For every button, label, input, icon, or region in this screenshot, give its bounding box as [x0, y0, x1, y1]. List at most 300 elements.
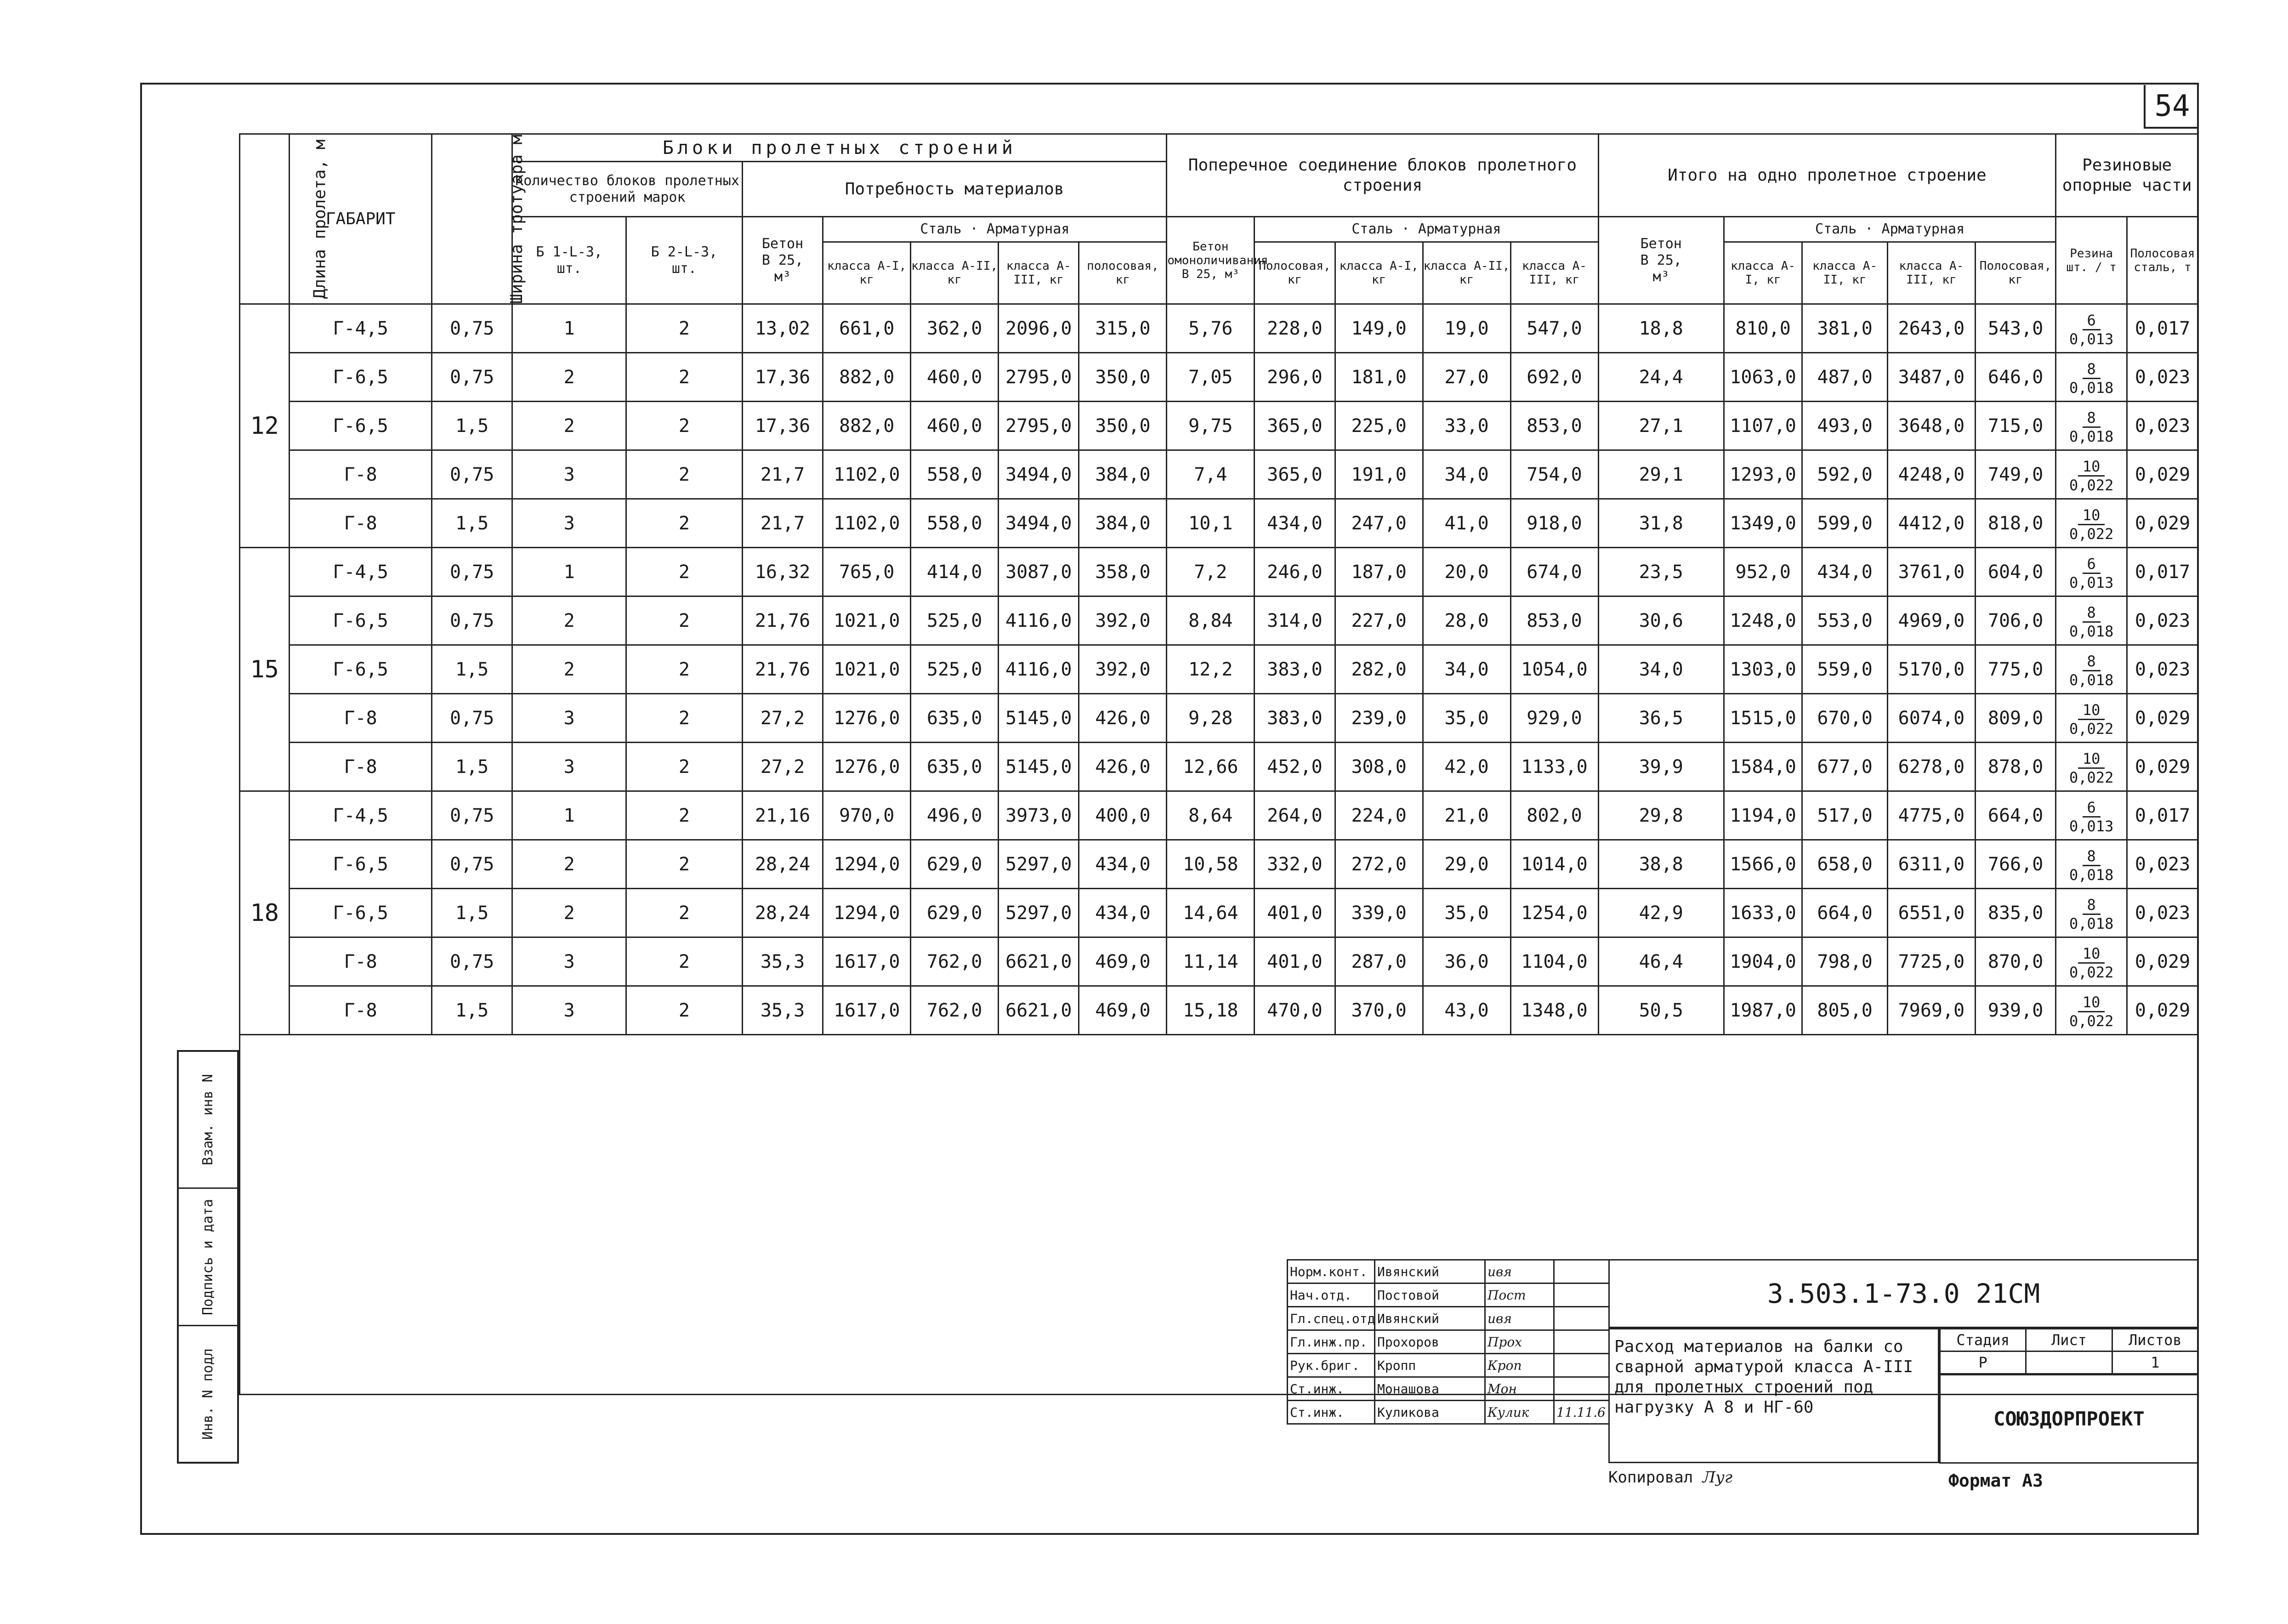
cell-conc: 21,76 — [742, 645, 823, 694]
cell-rubber — [2056, 596, 2127, 645]
cell-conc: 17,36 — [742, 402, 823, 450]
cell-conc: 35,3 — [742, 937, 823, 986]
cell-ta1: 1904,0 — [1724, 937, 1802, 986]
cell-conc: 28,24 — [742, 840, 823, 889]
cell-b1: 3 — [512, 937, 626, 986]
cell-a1: 1617,0 — [823, 937, 911, 986]
cell-mono: 12,2 — [1167, 645, 1255, 694]
cell-b1: 3 — [512, 986, 626, 1035]
cell-a2: 635,0 — [911, 743, 999, 791]
table-row — [240, 694, 2198, 743]
cell-strip: 469,0 — [1079, 986, 1167, 1035]
cell-w: 1,5 — [431, 402, 512, 450]
cell-tconc: 50,5 — [1598, 986, 1724, 1035]
cell-ja2: 35,0 — [1423, 694, 1510, 743]
cell-ja3: 1104,0 — [1510, 937, 1598, 986]
cell-ja3: 853,0 — [1510, 596, 1598, 645]
cell-jstrip: 314,0 — [1255, 596, 1335, 645]
cell-rubber — [2056, 743, 2127, 791]
cell-ja3: 1133,0 — [1510, 743, 1598, 791]
cell-a3: 5297,0 — [999, 889, 1079, 937]
cell-a1: 1021,0 — [823, 645, 911, 694]
signature-sign: Пост — [1485, 1283, 1554, 1307]
cell-b2: 2 — [626, 548, 743, 596]
cell-ja2: 27,0 — [1423, 353, 1510, 402]
rubber-count: 8 — [2083, 360, 2101, 379]
cell-mono: 10,1 — [1167, 499, 1255, 548]
cell-a1: 1276,0 — [823, 694, 911, 743]
cell-mono: 9,28 — [1167, 694, 1255, 743]
gabarit-cell: Г-8 — [290, 743, 432, 791]
signature-date — [1554, 1307, 1609, 1330]
cell-w: 0,75 — [431, 791, 512, 840]
signature-sign: Прох — [1485, 1330, 1554, 1354]
cell-strip-steel: 0,017 — [2127, 304, 2198, 353]
title-block — [1287, 1259, 2199, 1491]
cell-strip: 469,0 — [1079, 937, 1167, 986]
cell-a1: 970,0 — [823, 791, 911, 840]
cell-ja1: 191,0 — [1335, 450, 1423, 499]
cell-jstrip: 434,0 — [1255, 499, 1335, 548]
header-total: Итого на одно пролетное строение — [1598, 134, 2056, 217]
cell-ja1: 282,0 — [1335, 645, 1423, 694]
rubber-weight: 0,018 — [2069, 671, 2114, 689]
rubber-weight: 0,013 — [2069, 330, 2114, 348]
cell-b2: 2 — [626, 743, 743, 791]
cell-mono: 5,76 — [1167, 304, 1255, 353]
header-b1: Б 1-L-3, шт. — [512, 217, 626, 304]
cell-b2: 2 — [626, 596, 743, 645]
cell-rubber — [2056, 402, 2127, 450]
cell-ta3: 7725,0 — [1887, 937, 1975, 986]
cell-jstrip: 383,0 — [1255, 645, 1335, 694]
cell-tconc: 23,5 — [1598, 548, 1724, 596]
cell-mono: 7,05 — [1167, 353, 1255, 402]
cell-jstrip: 332,0 — [1255, 840, 1335, 889]
cell-w: 0,75 — [431, 840, 512, 889]
cell-ta3: 4248,0 — [1887, 450, 1975, 499]
cell-ta2: 658,0 — [1802, 840, 1888, 889]
rubber-count: 10 — [2078, 506, 2105, 525]
signature-sign: Кроп — [1485, 1354, 1554, 1377]
signature-name: Куликова — [1375, 1401, 1485, 1424]
gabarit-cell: Г-6,5 — [290, 353, 432, 402]
cell-strip-steel: 0,029 — [2127, 986, 2198, 1035]
stamp-inv-number: Инв. N подл — [179, 1325, 237, 1462]
cell-jstrip: 470,0 — [1255, 986, 1335, 1035]
cell-b1: 3 — [512, 743, 626, 791]
table-body — [240, 304, 2198, 1395]
gabarit-cell: Г-4,5 — [290, 791, 432, 840]
cell-w: 0,75 — [431, 353, 512, 402]
rubber-count: 10 — [2078, 945, 2105, 964]
header-b2: Б 2-L-3, шт. — [626, 217, 743, 304]
table-row — [240, 743, 2198, 791]
cell-tconc: 38,8 — [1598, 840, 1724, 889]
cell-ta2: 670,0 — [1802, 694, 1888, 743]
cell-jstrip: 246,0 — [1255, 548, 1335, 596]
cell-b2: 2 — [626, 889, 743, 937]
cell-ta3: 3761,0 — [1887, 548, 1975, 596]
table-row — [240, 840, 2198, 889]
cell-ta1: 810,0 — [1724, 304, 1802, 353]
cell-rubber — [2056, 645, 2127, 694]
cell-strip: 350,0 — [1079, 353, 1167, 402]
gabarit-cell: Г-4,5 — [290, 548, 432, 596]
cell-strip: 434,0 — [1079, 889, 1167, 937]
cell-strip: 426,0 — [1079, 694, 1167, 743]
signature-date — [1554, 1377, 1609, 1401]
cell-rubber — [2056, 840, 2127, 889]
cell-tstrip: 543,0 — [1975, 304, 2055, 353]
cell-strip-steel: 0,023 — [2127, 596, 2198, 645]
rubber-weight: 0,022 — [2069, 525, 2114, 543]
cell-jstrip: 296,0 — [1255, 353, 1335, 402]
span-length-cell: 18 — [240, 791, 290, 1035]
cell-ja1: 224,0 — [1335, 791, 1423, 840]
cell-ta2: 677,0 — [1802, 743, 1888, 791]
cell-a3: 2795,0 — [999, 402, 1079, 450]
cell-strip-steel: 0,017 — [2127, 791, 2198, 840]
signature-name: Монашова — [1375, 1377, 1485, 1401]
cell-strip-steel: 0,029 — [2127, 743, 2198, 791]
cell-rubber — [2056, 499, 2127, 548]
cell-ta1: 1633,0 — [1724, 889, 1802, 937]
cell-b2: 2 — [626, 986, 743, 1035]
cell-tconc: 34,0 — [1598, 645, 1724, 694]
cell-strip-steel: 0,029 — [2127, 937, 2198, 986]
cell-tconc: 46,4 — [1598, 937, 1724, 986]
stage-label: Стадия — [1940, 1329, 2026, 1351]
header-total-a2: класса А-II, кг — [1802, 242, 1888, 304]
rubber-weight: 0,013 — [2069, 574, 2114, 591]
cell-ja3: 754,0 — [1510, 450, 1598, 499]
cell-ja2: 35,0 — [1423, 889, 1510, 937]
cell-b1: 3 — [512, 450, 626, 499]
signature-sign: Кулик — [1485, 1401, 1554, 1424]
rubber-weight: 0,022 — [2069, 769, 2114, 786]
cell-ja3: 1054,0 — [1510, 645, 1598, 694]
cell-b2: 2 — [626, 645, 743, 694]
signature-role: Ст.инж. — [1288, 1377, 1375, 1401]
signature-row — [1288, 1283, 1609, 1307]
header-total-concrete: Бетон В 25, м³ — [1598, 217, 1724, 304]
cell-ja3: 802,0 — [1510, 791, 1598, 840]
cell-tstrip: 939,0 — [1975, 986, 2055, 1035]
gabarit-cell: Г-8 — [290, 694, 432, 743]
cell-strip: 426,0 — [1079, 743, 1167, 791]
cell-ta3: 3648,0 — [1887, 402, 1975, 450]
cell-strip-steel: 0,029 — [2127, 499, 2198, 548]
cell-ta2: 517,0 — [1802, 791, 1888, 840]
rubber-count: 6 — [2083, 555, 2101, 574]
signature-name: Кропп — [1375, 1354, 1485, 1377]
cell-a2: 525,0 — [911, 645, 999, 694]
header-strip-steel: Полосовая сталь, т — [2127, 217, 2198, 304]
cell-conc: 28,24 — [742, 889, 823, 937]
cell-tconc: 36,5 — [1598, 694, 1724, 743]
rubber-weight: 0,022 — [2069, 477, 2114, 494]
cell-ja2: 20,0 — [1423, 548, 1510, 596]
cell-ja1: 287,0 — [1335, 937, 1423, 986]
cell-b1: 1 — [512, 791, 626, 840]
gabarit-cell: Г-8 — [290, 937, 432, 986]
cell-a2: 525,0 — [911, 596, 999, 645]
gabarit-cell: Г-8 — [290, 986, 432, 1035]
cell-b1: 2 — [512, 889, 626, 937]
header-materials-need: Потребность материалов — [742, 162, 1167, 217]
cell-b2: 2 — [626, 694, 743, 743]
cell-jstrip: 365,0 — [1255, 402, 1335, 450]
cell-w: 1,5 — [431, 743, 512, 791]
header-joint-a3: класса А-III, кг — [1510, 242, 1598, 304]
signature-role: Ст.инж. — [1288, 1401, 1375, 1424]
cell-tstrip: 766,0 — [1975, 840, 2055, 889]
cell-ta1: 1584,0 — [1724, 743, 1802, 791]
signature-name: Ивянский — [1375, 1307, 1485, 1330]
signature-sign: ивя — [1485, 1260, 1554, 1283]
cell-ja3: 1348,0 — [1510, 986, 1598, 1035]
cell-conc: 27,2 — [742, 694, 823, 743]
cell-conc: 21,7 — [742, 450, 823, 499]
cell-a2: 629,0 — [911, 889, 999, 937]
signature-role: Гл.спец.отд. — [1288, 1307, 1375, 1330]
header-gabarit: ГАБАРИТ — [290, 134, 432, 304]
cell-mono: 12,66 — [1167, 743, 1255, 791]
header-total-strip: Полосовая, кг — [1975, 242, 2055, 304]
cell-strip-steel: 0,023 — [2127, 889, 2198, 937]
sheet-label: Лист — [2026, 1329, 2112, 1351]
cell-ja3: 1014,0 — [1510, 840, 1598, 889]
signature-role: Гл.инж.пр. — [1288, 1330, 1375, 1354]
cell-b2: 2 — [626, 840, 743, 889]
cell-ta1: 1349,0 — [1724, 499, 1802, 548]
cell-tconc: 29,1 — [1598, 450, 1724, 499]
table-row — [240, 402, 2198, 450]
sheet-number: 54 — [2144, 85, 2199, 129]
cell-ta2: 559,0 — [1802, 645, 1888, 694]
cell-tstrip: 870,0 — [1975, 937, 2055, 986]
cell-ta3: 6074,0 — [1887, 694, 1975, 743]
cell-ja1: 149,0 — [1335, 304, 1423, 353]
cell-ta1: 1303,0 — [1724, 645, 1802, 694]
signature-role: Нач.отд. — [1288, 1283, 1375, 1307]
rubber-count: 8 — [2083, 653, 2101, 671]
cell-strip-steel: 0,017 — [2127, 548, 2198, 596]
cell-ja3: 674,0 — [1510, 548, 1598, 596]
gabarit-cell: Г-6,5 — [290, 645, 432, 694]
cell-ja1: 187,0 — [1335, 548, 1423, 596]
rubber-count: 8 — [2083, 604, 2101, 623]
stage-value: Р — [1940, 1351, 2026, 1374]
cell-jstrip: 383,0 — [1255, 694, 1335, 743]
cell-a2: 460,0 — [911, 353, 999, 402]
cell-ta3: 5170,0 — [1887, 645, 1975, 694]
gabarit-cell: Г-4,5 — [290, 304, 432, 353]
cell-jstrip: 264,0 — [1255, 791, 1335, 840]
header-sidewalk-width: Ширина тротуара м — [431, 134, 512, 304]
cell-mono: 11,14 — [1167, 937, 1255, 986]
cell-a2: 496,0 — [911, 791, 999, 840]
cell-strip: 384,0 — [1079, 450, 1167, 499]
gabarit-cell: Г-6,5 — [290, 596, 432, 645]
signature-row — [1288, 1354, 1609, 1377]
signature-name: Постовой — [1375, 1283, 1485, 1307]
cell-a3: 5145,0 — [999, 743, 1079, 791]
cell-ja2: 28,0 — [1423, 596, 1510, 645]
cell-a2: 762,0 — [911, 986, 999, 1035]
signature-sign: ивя — [1485, 1307, 1554, 1330]
signature-date — [1554, 1354, 1609, 1377]
signature-date — [1554, 1283, 1609, 1307]
table-row — [240, 304, 2198, 353]
cell-ta1: 1515,0 — [1724, 694, 1802, 743]
cell-ta3: 6311,0 — [1887, 840, 1975, 889]
organization-name: СОЮЗДОРПРОЕКТ — [1939, 1374, 2199, 1464]
header-concrete-monolith: Бетон омоноличивания В 25, м³ — [1167, 217, 1255, 304]
cell-jstrip: 365,0 — [1255, 450, 1335, 499]
gabarit-cell: Г-8 — [290, 450, 432, 499]
cell-ta3: 3487,0 — [1887, 353, 1975, 402]
cell-conc: 27,2 — [742, 743, 823, 791]
cell-a3: 2096,0 — [999, 304, 1079, 353]
cell-a3: 6621,0 — [999, 986, 1079, 1035]
table-row — [240, 889, 2198, 937]
cell-ja1: 339,0 — [1335, 889, 1423, 937]
cell-ta2: 434,0 — [1802, 548, 1888, 596]
cell-b2: 2 — [626, 499, 743, 548]
cell-ja1: 225,0 — [1335, 402, 1423, 450]
cell-a2: 558,0 — [911, 499, 999, 548]
cell-mono: 9,75 — [1167, 402, 1255, 450]
cell-ja1: 370,0 — [1335, 986, 1423, 1035]
cell-a3: 2795,0 — [999, 353, 1079, 402]
header-joint-a2: класса А-II, кг — [1423, 242, 1510, 304]
cell-a1: 1294,0 — [823, 840, 911, 889]
cell-b1: 2 — [512, 840, 626, 889]
gabarit-cell: Г-6,5 — [290, 889, 432, 937]
cell-a1: 765,0 — [823, 548, 911, 596]
cell-ta3: 6551,0 — [1887, 889, 1975, 937]
cell-mono: 15,18 — [1167, 986, 1255, 1035]
cell-ja1: 272,0 — [1335, 840, 1423, 889]
cell-ja3: 547,0 — [1510, 304, 1598, 353]
cell-w: 0,75 — [431, 450, 512, 499]
rubber-weight: 0,013 — [2069, 818, 2114, 835]
cell-conc: 16,32 — [742, 548, 823, 596]
rubber-count: 10 — [2078, 994, 2105, 1012]
header-steel: Сталь · Арматурная — [823, 217, 1167, 242]
cell-ta2: 798,0 — [1802, 937, 1888, 986]
rubber-count: 6 — [2083, 799, 2101, 818]
gabarit-cell: Г-6,5 — [290, 402, 432, 450]
cell-strip: 392,0 — [1079, 596, 1167, 645]
cell-a2: 635,0 — [911, 694, 999, 743]
cell-strip: 434,0 — [1079, 840, 1167, 889]
signature-row — [1288, 1401, 1609, 1424]
cell-ja2: 34,0 — [1423, 645, 1510, 694]
cell-ja2: 42,0 — [1423, 743, 1510, 791]
rubber-weight: 0,022 — [2069, 720, 2114, 738]
cell-ja1: 181,0 — [1335, 353, 1423, 402]
cell-a3: 4116,0 — [999, 645, 1079, 694]
cell-conc: 21,16 — [742, 791, 823, 840]
cell-b1: 2 — [512, 353, 626, 402]
cell-a1: 661,0 — [823, 304, 911, 353]
rubber-weight: 0,022 — [2069, 1012, 2114, 1030]
cell-rubber — [2056, 548, 2127, 596]
header-joint-strip: Полосовая, кг — [1255, 242, 1335, 304]
rubber-count: 8 — [2083, 896, 2101, 915]
header-total-steel: Сталь · Арматурная — [1724, 217, 2055, 242]
cell-b1: 1 — [512, 548, 626, 596]
header-a2: класса А-II, кг — [911, 242, 999, 304]
cell-rubber — [2056, 694, 2127, 743]
cell-rubber — [2056, 304, 2127, 353]
cell-ta3: 2643,0 — [1887, 304, 1975, 353]
cell-b1: 2 — [512, 645, 626, 694]
cell-tstrip: 715,0 — [1975, 402, 2055, 450]
cell-ja3: 1254,0 — [1510, 889, 1598, 937]
cell-ja2: 34,0 — [1423, 450, 1510, 499]
cell-ja1: 247,0 — [1335, 499, 1423, 548]
cell-a3: 3494,0 — [999, 450, 1079, 499]
cell-tconc: 18,8 — [1598, 304, 1724, 353]
table-row — [240, 596, 2198, 645]
cell-mono: 14,64 — [1167, 889, 1255, 937]
signature-row — [1288, 1377, 1609, 1401]
cell-w: 1,5 — [431, 889, 512, 937]
cell-a1: 1294,0 — [823, 889, 911, 937]
cell-ja1: 308,0 — [1335, 743, 1423, 791]
cell-w: 0,75 — [431, 937, 512, 986]
cell-b2: 2 — [626, 402, 743, 450]
cell-ta3: 4775,0 — [1887, 791, 1975, 840]
cell-strip: 315,0 — [1079, 304, 1167, 353]
cell-w: 0,75 — [431, 548, 512, 596]
cell-jstrip: 401,0 — [1255, 937, 1335, 986]
cell-a1: 882,0 — [823, 402, 911, 450]
cell-b1: 3 — [512, 499, 626, 548]
header-joint-a1: класса А-I, кг — [1335, 242, 1423, 304]
gabarit-cell: Г-8 — [290, 499, 432, 548]
signature-row — [1288, 1260, 1609, 1283]
cell-ta2: 487,0 — [1802, 353, 1888, 402]
sheets-value: 1 — [2112, 1351, 2198, 1374]
cell-ja1: 227,0 — [1335, 596, 1423, 645]
cell-ta2: 599,0 — [1802, 499, 1888, 548]
rubber-weight: 0,018 — [2069, 915, 2114, 932]
cell-b2: 2 — [626, 450, 743, 499]
table-row — [240, 937, 2198, 986]
cell-w: 1,5 — [431, 499, 512, 548]
header-rubber: Резина шт. / т — [2056, 217, 2127, 304]
cell-rubber — [2056, 353, 2127, 402]
cell-tconc: 30,6 — [1598, 596, 1724, 645]
cell-ta2: 664,0 — [1802, 889, 1888, 937]
signature-name: Ивянский — [1375, 1260, 1485, 1283]
cell-a1: 1102,0 — [823, 499, 911, 548]
rubber-count: 10 — [2078, 750, 2105, 769]
cell-ta3: 4412,0 — [1887, 499, 1975, 548]
header-span-length: Длина пролета, м — [240, 134, 290, 304]
cell-tconc: 31,8 — [1598, 499, 1724, 548]
cell-tconc: 27,1 — [1598, 402, 1724, 450]
header-rubber-bearings: Резиновые опорные части — [2056, 134, 2198, 217]
cell-w: 0,75 — [431, 596, 512, 645]
cell-a2: 629,0 — [911, 840, 999, 889]
signature-row — [1288, 1330, 1609, 1354]
